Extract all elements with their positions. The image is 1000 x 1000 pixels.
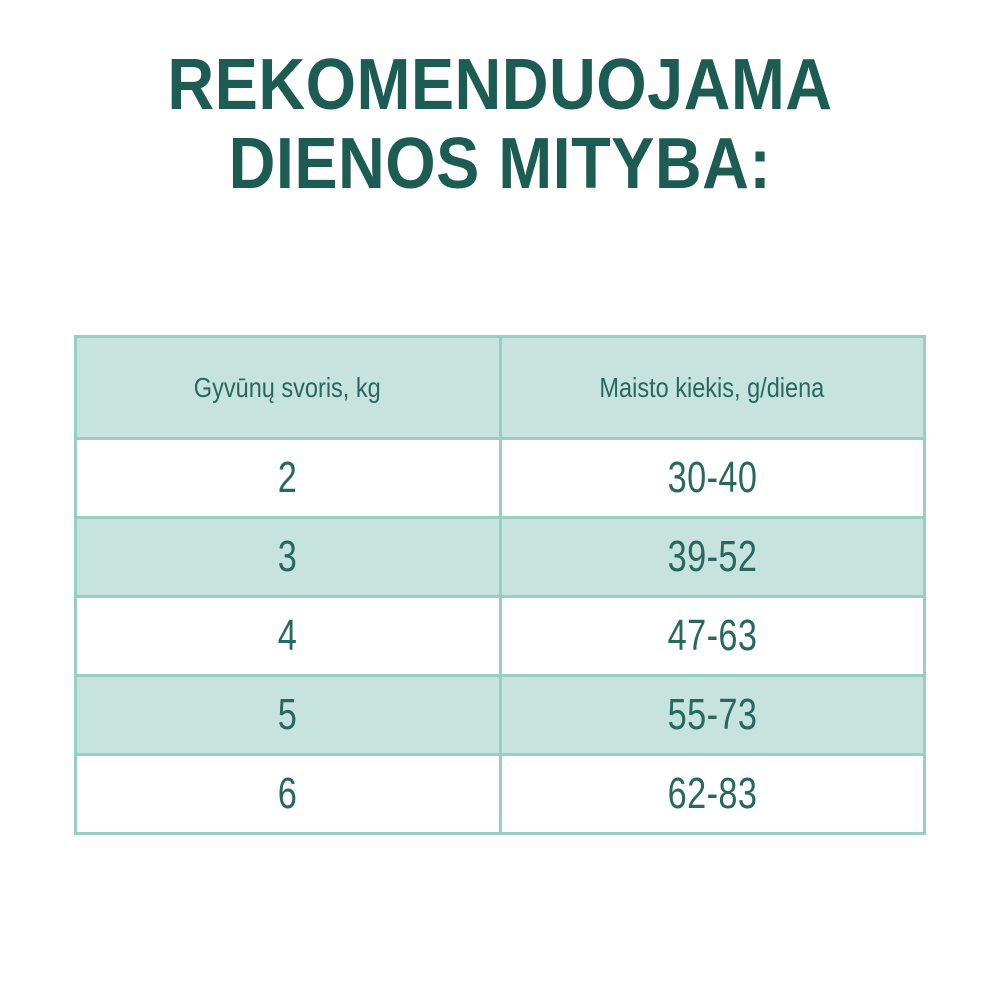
header-food-amount-label: Maisto kiekis, g/diena [599,371,825,403]
amount-cell [500,518,925,597]
weight-value: 2 [277,453,298,502]
amount-value: 39-52 [667,532,758,581]
weight-value: 6 [277,769,298,818]
table-row [76,439,925,518]
page-title [50,46,950,204]
weight-value: 3 [277,532,298,581]
amount-cell [500,597,925,676]
amount-value: 47-63 [667,611,758,660]
amount-value: 55-73 [667,690,758,739]
table-row [76,755,925,834]
table-row [76,676,925,755]
amount-value: 30-40 [667,453,758,502]
header-animal-weight-label: Gyvūnų svoris, kg [194,371,382,403]
weight-cell [76,676,501,755]
weight-cell [76,597,501,676]
header-food-amount [500,337,925,439]
amount-cell [500,755,925,834]
amount-cell [500,439,925,518]
table-header-row [76,337,925,439]
title-line-1: REKOMENDUOJAMA [167,45,833,125]
feeding-recommendation-table [74,335,926,835]
amount-cell [500,676,925,755]
weight-value: 5 [277,690,298,739]
table-body [76,439,925,834]
weight-cell [76,755,501,834]
weight-cell [76,518,501,597]
table-row [76,518,925,597]
title-line-2: DIENOS MITYBA: [228,124,772,204]
weight-cell [76,439,501,518]
header-animal-weight [76,337,501,439]
amount-value: 62-83 [667,769,758,818]
weight-value: 4 [277,611,298,660]
table-row [76,597,925,676]
table-header [76,337,925,439]
